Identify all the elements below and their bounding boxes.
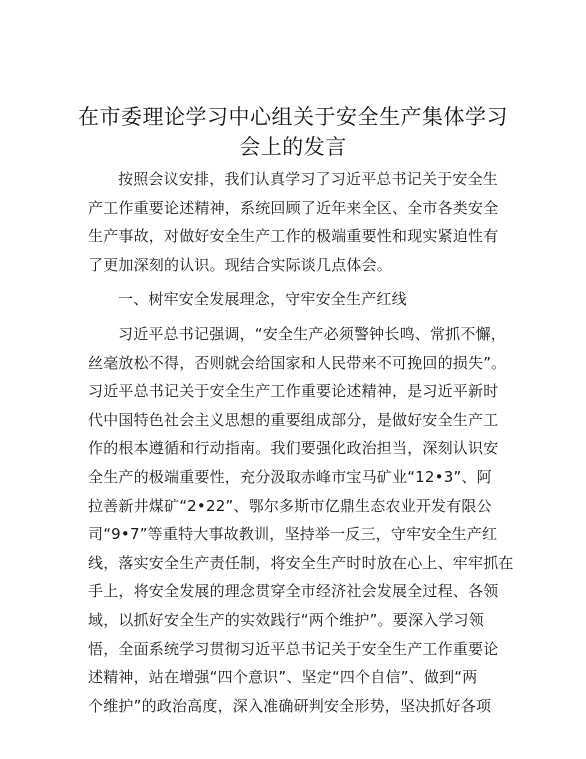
paragraph-line: 丝毫放松不得，否则就会给国家和人民带来不可挽回的损失”。 [88,353,507,372]
paragraph-line: 全生产的极端重要性，充分汲取赤峰市宝马矿业“12•3”、阿 [88,467,492,486]
title-line-2: 会上的发言 [239,135,347,159]
paragraph-line: 个维护”的政治高度，深入准确研判安全形势，坚决抓好各项 [88,696,492,715]
paragraph-line: 域，以抓好安全生产的实效践行“两个维护”。要深入学习领 [88,610,484,629]
paragraph-line: 代中国特色社会主义思想的重要组成部分，是做好安全生产工 [88,410,499,429]
paragraph-line: 了更加深刻的认识。现结合实际谈几点体会。 [88,255,393,274]
paragraph-line: 作的根本遵循和行动指南。我们要强化政治担当，深刻认识安 [88,439,499,458]
paragraph-line: 习近平总书记关于安全生产工作重要论述精神，是习近平新时 [88,382,499,401]
paragraph-line: 习近平总书记强调，“安全生产必须警钟长鸣、常抓不懈， [118,324,506,343]
title-line-1: 在市委理论学习中心组关于安全生产集体学习 [78,105,508,129]
document-body [88,165,514,720]
paragraph-line: 拉善新井煤矿“2•22”、鄂尔多斯市亿鼎生态农业开发有限公 [88,496,492,515]
document-title [70,102,516,162]
paragraph-line: 生产事故，对做好安全生产工作的极端重要性和现实紧迫性有 [88,227,499,246]
paragraph-line: 产工作重要论述精神，系统回顾了近年来全区、全市各类安全 [88,198,499,217]
paragraph-line: 司“9•7”等重特大事故教训，坚持举一反三，守牢安全生产红 [88,525,498,544]
intro-paragraph [88,165,508,279]
section-heading [88,285,508,314]
paragraph-line: 手上，将安全发展的理念贯穿全市经济社会发展全过程、各领 [88,582,499,601]
paragraph-line: 悟，全面系统学习贯彻习近平总书记关于安全生产工作重要论 [88,639,499,658]
section-heading-text: 一、树牢安全发展理念，守牢安全生产红线 [118,290,407,309]
paragraph-line: 按照会议安排，我们认真学习了习近平总书记关于安全生 [118,170,499,188]
paragraph-line: 述精神，站在增强“四个意识”、坚定“四个自信”、做到“两 [88,668,478,687]
section-paragraph [88,320,514,720]
paragraph-line: 线，落实安全生产责任制，将安全生产时时放在心上、牢牢抓在 [88,553,514,572]
